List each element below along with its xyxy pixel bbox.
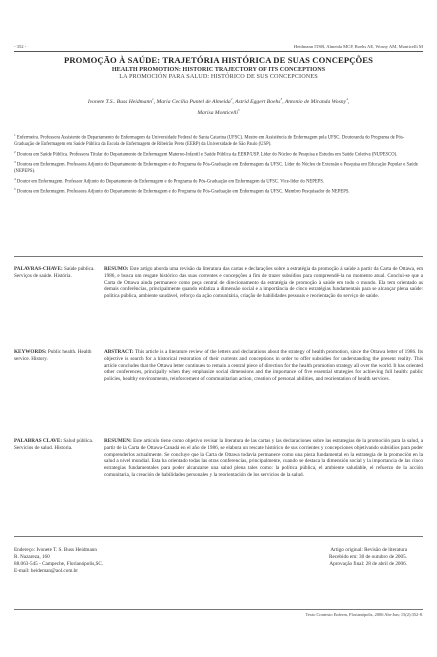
section-divider	[14, 536, 423, 537]
abstract-text: RESUMO: Este artigo aborda uma revisão da literatura das cartas e declarações sobre a estratégia da promoção à saúde a partir da Carta de Ottawa, em 1986, e busca um resgate histórico das suas correntes e concepções a fim de trazer subsídios para compreendê-la no momento atual. Conclui-se que a Carta de Ottawa ainda permanece como peça central de direcionamento da estratégia de promoção à saúde em todo o mundo. Ela tem orientado as demais conferências, principalmente quando enfatiza a dimensão social e a importância de cinco estratégias fundamentais para se alcançar plena saúde: política pública, ambiente saudável, reforço da ação comunitária, criação de habilidades pessoais e reorientação do serviço de saúde.	[104, 266, 423, 300]
page-number: - 352 -	[14, 44, 27, 49]
abstract-text: ABSTRACT: This article is a literature review of the letters and declarations about the strategy of health promotion, since the Ottawa letter of 1986. Its objective is search for a historical restoration of their currents and conceptions in order to offer subsidies for understanding the present reality. This article concludes that the Ottawa letter continues to remain a central piece of direction for the health promotion strategy all over the world. It has oriented other conferences, principally when they emphasize social dimensions and the importance of five essential strategies for achieving full health: public policies, healthy environments, reinforcement of communitarian action, creation of personal abilities, and reorientation of health services.	[104, 349, 423, 383]
title-portuguese: PROMOÇÃO À SAÚDE: TRAJETÓRIA HISTÓRICA DE SUAS CONCEPÇÕES	[64, 55, 373, 65]
affiliation-item: $^4$ Doutor em Enfermagem. Professor Adjunto do Departamento de Enfermagem e do Programa de Pós-Graduação em Enfermagem da UFSC. Vice-líder do NEPEPS.	[14, 176, 325, 185]
title-spanish: LA PROMOCIÓN PARA SALUD: HISTÓRICO DE SUS CONCEPCIONES	[119, 73, 318, 80]
running-head	[14, 44, 423, 52]
author-footnote-mark: 2	[230, 97, 233, 101]
keywords-english: KEYWORDS: Public health. Health service. History.	[14, 349, 92, 362]
author-footnote-mark: 4	[346, 97, 348, 101]
abstract-english	[14, 349, 423, 383]
author-footnote-mark: 3	[280, 97, 283, 101]
article-dates: Artigo original: Revisão de literatura Recebido em: 30 de outubro de 2005. Aprovação final: 28 de abril de 2006.	[329, 547, 407, 567]
author-name: Antonio de Miranda Wosny	[284, 98, 347, 105]
keywords-spanish: PALABRAS CLAVE: Salud pública. Servicios de salud. Historia.	[14, 438, 94, 451]
affiliation-item: $^5$ Doutora em Enfermagem. Professora Adjunto do Departamento de Enfermagem e do Programa de Pós-Graduação em Enfermagem da UFSC. Membro Pesquisador do NEPEPS.	[14, 187, 350, 195]
author-name: Maria Cecília Puntel de Almeida	[156, 98, 231, 105]
title-block	[14, 55, 423, 80]
affiliation-item: $^1$ Enfermeira. Professora Assistente do Departamento de Enfermagem da Universidade Federal de Santa Catarina (UFSC). Mestre em Assistência de Enfermagem pela UFSC. Doutoranda do Programa de Pós-Graduação de Enfermagem em Saúde Pública da Escola de Enfermagem de Ribeirão Preto (EERP) da Universidade de São Paulo (USP).	[14, 133, 405, 147]
email-link[interactable]: E-mail: heideman@aol.com.br	[14, 568, 78, 574]
author-list: Ivonete T.S.. Buss Heidmann$^1$, Maria Cecília Puntel de Almeida$^2$, Astrid Eggert Boehs$^3$, Antonio de Miranda Wosny$^4$, Marisa Monticelli$^5$	[87, 97, 350, 117]
abstract-spanish	[14, 438, 423, 479]
section-divider	[14, 256, 423, 257]
author-name: Astrid Eggert Boehs	[235, 98, 281, 105]
keywords-portuguese: PALAVRAS-CHAVE: Saúde pública. Serviços de saúde. História.	[14, 266, 95, 279]
author-name: Ivonete T.S.. Buss Heidmann	[87, 98, 153, 105]
author-name: Marisa Monticelli	[197, 110, 238, 117]
author-footnote-mark: 5	[237, 108, 240, 113]
correspondence-address: Endereço: Ivonete T. S. Buss Heidmann R. Nazareza, 160 88.063-545 - Campeche, Florianópolis,SC. E-mail: heideman@aol.com.br	[14, 547, 104, 574]
journal-citation: Texto Contexto Enferm, Florianópolis, 2006 Abr-Jun; 15(2):352-8.	[14, 609, 423, 617]
affiliations	[14, 132, 423, 197]
affiliation-item: $^3$ Doutora em Enfermagem. Professora Adjunto do Departamento de Enfermagem e do Programa de Pós-Graduação em Enfermagem da UFSC. Líder do Núcleo de Extensão e Pesquisa em Educação Popular e Saúde (NEPEPS).	[14, 160, 418, 175]
running-head-authors: Heidmann ITSB, Almeida MCP, Boehs AE, Wosny AM, Monticelli M	[293, 44, 423, 49]
affiliation-item: $^2$ Doutora em Saúde Pública. Professora Titular do Departamento de Enfermagem Materno-Infantil e Saúde Pública da EERP/USP. Líder do Núcleo de Pesquisa e Estudos em Saúde Coletiva (NUPESCO).	[14, 149, 398, 158]
author-footnote-mark: 1	[152, 97, 154, 101]
abstract-portuguese	[14, 266, 423, 300]
abstract-text: RESUMEN: Este artículo tiene como objetivo revisar la literatura de las cartas y las declaraciones sobre las estrategias de la promoción para la salud, a partir de la Carta de Ottawa-Canadá en el año de 1986, se elabora un rescate histórico de sus corrientes y concepciones objetivando subsidios para poder comprenderlos actualmente. Se concluye que la Carta de Ottawa todavía permanece como una pieza fundamental en la estrategia de la promoción en la salud a nivel mundial. Esta ha orientado todas las otras conferencias, principalmente, cuando se destaca la dimensión social y la importancia de las cinco estrategias fundamentales para poder alcanzarse una salud plena tales como: la política pública, el ambiente saludable, el refuerzo de la acción comunitaria, la creación de habilidades personales y la reorientación de los servicios de la salud.	[104, 438, 423, 478]
title-english: HEALTH PROMOTION: HISTORIC TRAJECTORY OF ITS CONCEPTIONS	[111, 65, 326, 73]
